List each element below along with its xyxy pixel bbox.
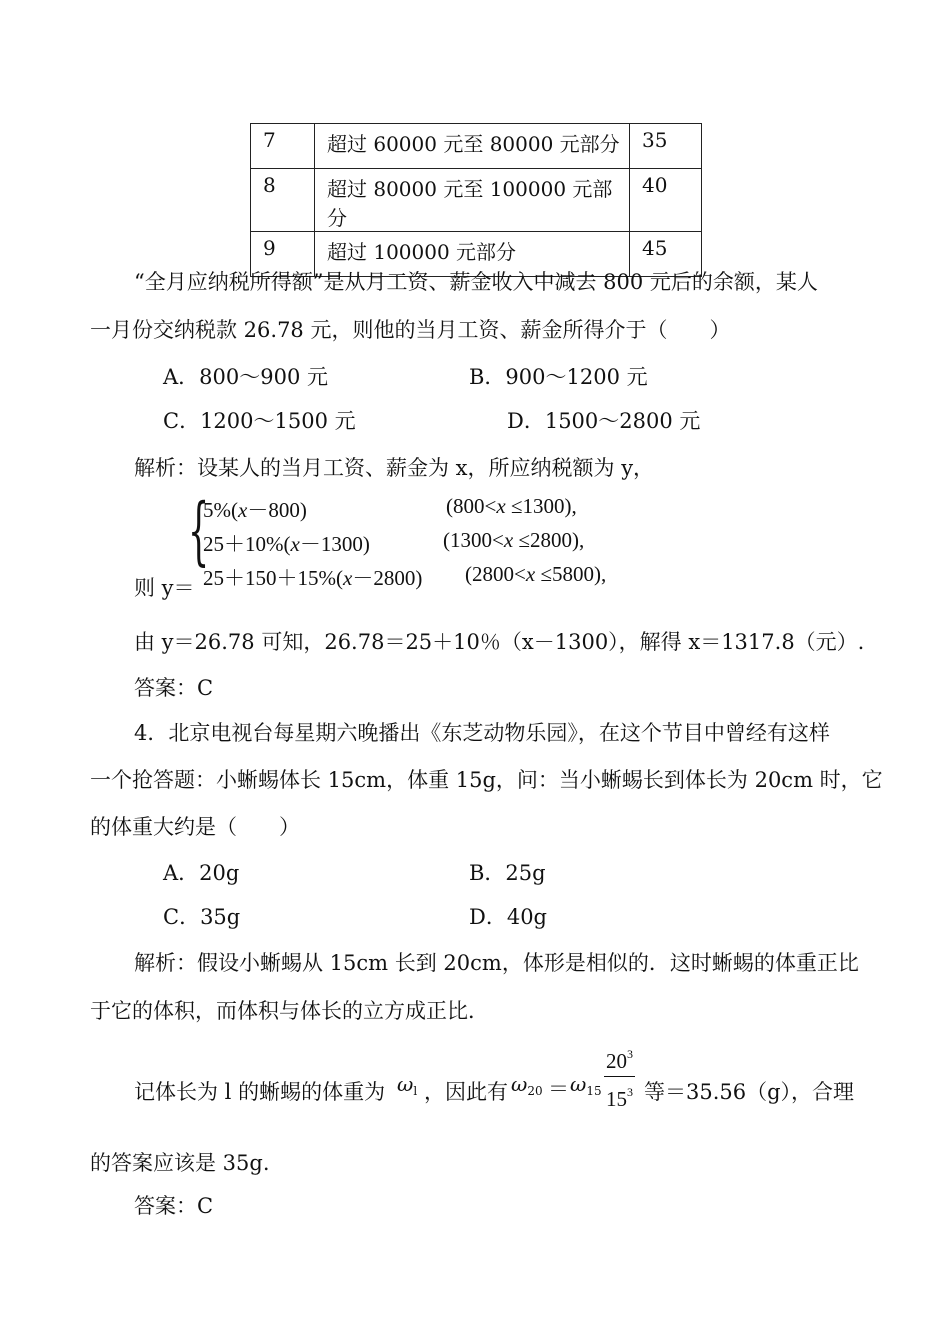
- q4-formula-suffix: 等＝35.56（g），合理: [644, 1080, 855, 1104]
- table-row: [251, 124, 702, 169]
- y-label: 则 y＝: [134, 576, 195, 600]
- tax-rate-table: [250, 123, 702, 277]
- q4-option-d: D．40g: [469, 905, 548, 929]
- q3-option-a: A．800～900 元: [163, 365, 329, 389]
- q4-option-b: B．25g: [469, 861, 546, 885]
- range-cell: 超过 80000 元至 100000 元部分: [315, 169, 630, 232]
- rate-cell: 35: [630, 124, 702, 169]
- case-cond-3: (2800<x ≤5800),: [465, 562, 607, 586]
- fraction-denominator: $15^3$: [606, 1085, 633, 1111]
- rate-cell: 45: [630, 232, 702, 277]
- q3-analysis: 解析：设某人的当月工资、薪金为 x，所应纳税额为 y，: [134, 456, 655, 480]
- q3-answer: 答案：C: [134, 676, 214, 700]
- q4-option-a: A．20g: [163, 861, 240, 885]
- q4-analysis-line-2: 于它的体积，而体积与体长的立方成正比．: [90, 999, 489, 1023]
- q4-text-line-2: 一个抢答题：小蜥蜴体长 15cm，体重 15g，问：当小蜥蜴长到体长为 20cm 时，它: [90, 768, 883, 792]
- range-cell: 超过 100000 元部分: [315, 232, 630, 277]
- q4-analysis-line-1: 解析：假设小蜥蜴从 15cm 长到 20cm，体形是相似的．这时蜥蜴的体重正比: [134, 951, 859, 975]
- fraction-numerator: $20^3$: [604, 1039, 635, 1077]
- left-brace: {: [188, 488, 210, 574]
- q3-option-b: B．900～1200 元: [469, 365, 648, 389]
- case-expr-2: 25＋10%(x－1300): [203, 532, 370, 556]
- case-cond-1: (800<x ≤1300),: [446, 494, 577, 518]
- rate-cell: 40: [630, 169, 702, 232]
- q3-solve-line: 由 y＝26.78 可知，26.78＝25＋10％（x－1300），解得 x＝1317.8（元）.: [134, 630, 865, 654]
- omega-l: $\omega_l$: [397, 1072, 418, 1098]
- level-cell: 9: [251, 232, 315, 277]
- level-cell: 7: [251, 124, 315, 169]
- fraction: [604, 1039, 635, 1114]
- q3-option-d: D．1500～2800 元: [507, 409, 701, 433]
- q4-conclusion: 的答案应该是 35g.: [90, 1151, 270, 1175]
- q4-formula-prefix: 记体长为 l 的蜥蜴的体重为: [134, 1080, 386, 1104]
- q4-option-c: C．35g: [163, 905, 241, 929]
- q3-option-c: C．1200～1500 元: [163, 409, 356, 433]
- q4-formula-mid: ，因此有: [424, 1080, 508, 1104]
- q3-text-line-1: “全月应纳税所得额”是从月工资、薪金收入中减去 800 元后的余额，某人: [134, 270, 818, 294]
- case-cond-2: (1300<x ≤2800),: [443, 528, 585, 552]
- table-row: [251, 169, 702, 232]
- case-expr-1: 5%(x－800): [203, 498, 307, 522]
- q4-answer: 答案：C: [134, 1194, 214, 1218]
- omega-20: $\omega_{20}$: [511, 1072, 543, 1098]
- q4-text-line-1: 4．北京电视台每星期六晚播出《东芝动物乐园》，在这个节目中曾经有这样: [134, 721, 830, 745]
- range-cell: 超过 60000 元至 80000 元部分: [315, 124, 630, 169]
- equals-sign: ＝: [548, 1077, 569, 1101]
- case-expr-3: 25＋150＋15%(x－2800): [203, 566, 423, 590]
- level-cell: 8: [251, 169, 315, 232]
- omega-15: $\omega_{15}$: [570, 1072, 602, 1098]
- q3-text-line-2: 一月份交纳税款 26.78 元，则他的当月工资、薪金所得介于（ ）: [90, 318, 731, 342]
- q4-text-line-3: 的体重大约是（ ）: [90, 815, 300, 839]
